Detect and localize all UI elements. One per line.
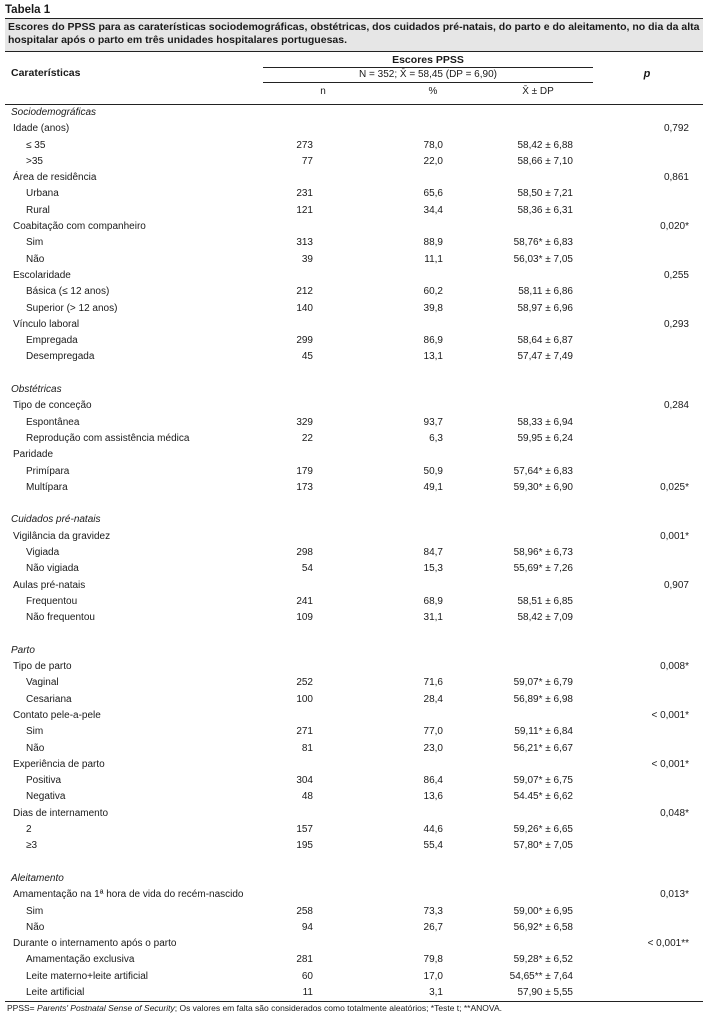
- table-row: [5, 969, 703, 985]
- variable-row: [5, 170, 703, 186]
- section-title: Sociodemográficas: [11, 107, 97, 118]
- footnote-abbr-full: Parents' Postnatal Sense of Security: [37, 1003, 175, 1014]
- table-row: [5, 692, 703, 708]
- percent-cell: 15,3: [423, 563, 443, 575]
- p-value: 0,284: [663, 400, 689, 412]
- count-cell: 121: [296, 204, 313, 216]
- table-container: [5, 0, 703, 1014]
- p-value: < 0,001**: [647, 938, 689, 950]
- variable-row: [5, 317, 703, 333]
- category-label: Rural: [26, 204, 50, 216]
- variable-name: Escolaridade: [13, 269, 71, 281]
- category-label: ≤ 35: [26, 139, 46, 151]
- percent-cell: 88,9: [423, 237, 443, 249]
- category-label: Cesariana: [26, 693, 72, 705]
- variable-row: [5, 447, 703, 463]
- header-sample-summary: N = 352; X̄ = 58,45 (DP = 6,90): [359, 69, 497, 80]
- percent-cell: 68,9: [423, 595, 443, 607]
- section-row: [5, 512, 703, 528]
- count-cell: 281: [296, 954, 313, 966]
- category-label: Básica (≤ 12 anos): [26, 286, 110, 298]
- variable-name: Aulas pré-natais: [13, 579, 86, 591]
- count-cell: 271: [296, 726, 313, 738]
- header-divider: [263, 67, 593, 68]
- count-cell: 329: [296, 416, 313, 428]
- category-label: Não vigiada: [26, 563, 79, 575]
- table-row: [5, 952, 703, 968]
- header-n: n: [320, 86, 326, 97]
- table-row: [5, 724, 703, 740]
- percent-cell: 86,9: [423, 335, 443, 347]
- header-divider: [263, 82, 593, 83]
- section-row: [5, 105, 703, 121]
- mean-sd-cell: 59,07* ± 6,79: [513, 677, 573, 689]
- count-cell: 94: [301, 921, 313, 933]
- count-cell: 298: [296, 547, 313, 559]
- percent-cell: 17,0: [423, 970, 443, 982]
- count-cell: 157: [296, 824, 313, 836]
- p-value: 0,907: [663, 579, 689, 591]
- variable-name: Experiência de parto: [13, 758, 105, 770]
- count-cell: 299: [296, 335, 313, 347]
- section-spacer: [5, 366, 703, 382]
- category-label: 2: [26, 824, 32, 836]
- mean-sd-cell: 59,95 ± 6,24: [517, 432, 573, 444]
- mean-sd-cell: 58,33 ± 6,94: [517, 416, 573, 428]
- p-value: < 0,001*: [651, 709, 689, 721]
- category-label: Não: [26, 742, 45, 754]
- mean-sd-cell: 58,51 ± 6,85: [517, 595, 573, 607]
- variable-row: [5, 578, 703, 594]
- table-row: [5, 464, 703, 480]
- section-row: [5, 643, 703, 659]
- percent-cell: 31,1: [423, 612, 443, 624]
- mean-sd-cell: 59,00* ± 6,95: [513, 905, 573, 917]
- count-cell: 212: [296, 286, 313, 298]
- category-label: Reprodução com assistência médica: [26, 432, 190, 444]
- category-label: >35: [26, 155, 43, 167]
- category-label: Sim: [26, 237, 44, 249]
- count-cell: 60: [301, 970, 313, 982]
- table-label: Tabela 1: [5, 0, 703, 19]
- count-cell: 45: [301, 351, 313, 363]
- percent-cell: 60,2: [423, 286, 443, 298]
- category-label: Urbana: [26, 188, 59, 200]
- p-value: 0,013*: [660, 889, 689, 901]
- p-value: 0,792: [663, 123, 689, 135]
- table-row: [5, 920, 703, 936]
- percent-cell: 55,4: [423, 840, 443, 852]
- header-mean-sd: X̄ ± DP: [522, 86, 554, 97]
- count-cell: 173: [296, 481, 313, 493]
- table-row: [5, 431, 703, 447]
- percent-cell: 6,3: [429, 432, 443, 444]
- mean-sd-cell: 58,96* ± 6,73: [513, 547, 573, 559]
- section-title: Cuidados pré-natais: [11, 514, 101, 526]
- mean-sd-cell: 58,66 ± 7,10: [517, 155, 573, 167]
- mean-sd-cell: 59,28* ± 6,52: [513, 954, 573, 966]
- percent-cell: 44,6: [423, 824, 443, 836]
- count-cell: 77: [301, 155, 313, 167]
- category-label: Desempregada: [26, 351, 95, 363]
- variable-row: [5, 806, 703, 822]
- percent-cell: 28,4: [423, 693, 443, 705]
- table-row: [5, 985, 703, 1001]
- table-header: [5, 52, 703, 105]
- variable-name: Tipo de conceção: [13, 400, 92, 412]
- count-cell: 313: [296, 237, 313, 249]
- header-characteristics: Caraterísticas: [11, 67, 81, 79]
- percent-cell: 13,6: [423, 791, 443, 803]
- category-label: Não: [26, 253, 45, 265]
- count-cell: 304: [296, 775, 313, 787]
- percent-cell: 65,6: [423, 188, 443, 200]
- mean-sd-cell: 58,42 ± 6,88: [517, 139, 573, 151]
- mean-sd-cell: 54.45* ± 6,62: [513, 791, 573, 803]
- category-label: Amamentação exclusiva: [26, 954, 135, 966]
- variable-name: Coabitação com companheiro: [13, 221, 146, 233]
- variable-row: [5, 219, 703, 235]
- mean-sd-cell: 57,64* ± 6,83: [513, 465, 573, 477]
- table-row: [5, 480, 703, 496]
- table-row: [5, 741, 703, 757]
- percent-cell: 3,1: [429, 987, 443, 999]
- variable-row: [5, 708, 703, 724]
- category-label: Vaginal: [26, 677, 59, 689]
- section-title: Parto: [11, 644, 35, 656]
- table-row: [5, 349, 703, 365]
- category-label: Sim: [26, 726, 44, 738]
- variable-row: [5, 268, 703, 284]
- mean-sd-cell: 56,92* ± 6,58: [513, 921, 573, 933]
- percent-cell: 26,7: [423, 921, 443, 933]
- count-cell: 252: [296, 677, 313, 689]
- table-row: [5, 594, 703, 610]
- category-label: Multípara: [26, 481, 68, 493]
- count-cell: 273: [296, 139, 313, 151]
- mean-sd-cell: 58,36 ± 6,31: [517, 204, 573, 216]
- category-label: Frequentou: [26, 595, 78, 607]
- count-cell: 22: [301, 432, 313, 444]
- mean-sd-cell: 58,64 ± 6,87: [517, 335, 573, 347]
- percent-cell: 93,7: [423, 416, 443, 428]
- category-label: Leite artificial: [26, 987, 85, 999]
- caption-line-1: Escores do PPSS para as caraterísticas sociodemográficas, obstétricas, dos cuidados pré-natais, do parto e do aleitamento, no dia da alta: [8, 21, 700, 33]
- section-title: Obstétricas: [11, 384, 62, 396]
- footnote-abbr: PPSS=: [7, 1003, 35, 1014]
- header-ppss-scores: Escores PPSS: [392, 54, 464, 66]
- variable-name: Área de residência: [13, 172, 97, 184]
- table-row: [5, 301, 703, 317]
- p-value: 0,861: [663, 172, 689, 184]
- percent-cell: 86,4: [423, 775, 443, 787]
- percent-cell: 73,3: [423, 905, 443, 917]
- caption-line-2: hospitalar após o parto em três unidades hospitalares portuguesas.: [8, 34, 347, 46]
- percent-cell: 50,9: [423, 465, 443, 477]
- table-row: [5, 333, 703, 349]
- percent-cell: 13,1: [423, 351, 443, 363]
- table-row: [5, 138, 703, 154]
- p-value: < 0,001*: [651, 758, 689, 770]
- mean-sd-cell: 57,80* ± 7,05: [513, 840, 573, 852]
- section-row: [5, 871, 703, 887]
- mean-sd-cell: 59,07* ± 6,75: [513, 775, 573, 787]
- percent-cell: 39,8: [423, 302, 443, 314]
- percent-cell: 71,6: [423, 677, 443, 689]
- category-label: ≥3: [26, 840, 38, 852]
- mean-sd-cell: 58,11 ± 6,86: [518, 286, 573, 298]
- mean-sd-cell: 58,42 ± 7,09: [517, 612, 573, 624]
- count-cell: 241: [296, 595, 313, 607]
- category-label: Primípara: [26, 465, 70, 477]
- mean-sd-cell: 59,11* ± 6,84: [514, 726, 573, 738]
- category-label: Superior (> 12 anos): [26, 302, 118, 314]
- percent-cell: 49,1: [423, 481, 443, 493]
- table-row: [5, 904, 703, 920]
- variable-row: [5, 659, 703, 675]
- mean-sd-cell: 55,69* ± 7,26: [513, 563, 573, 575]
- p-value: 0,048*: [660, 807, 689, 819]
- variable-name: Vigilância da gravidez: [13, 530, 111, 542]
- percent-cell: 23,0: [423, 742, 443, 754]
- count-cell: 54: [301, 563, 313, 575]
- table-row: [5, 154, 703, 170]
- mean-sd-cell: 59,30* ± 6,90: [513, 481, 573, 493]
- percent-cell: 77,0: [423, 726, 443, 738]
- p-value: 0,255: [663, 269, 689, 281]
- table-row: [5, 186, 703, 202]
- category-label: Não: [26, 921, 45, 933]
- category-label: Leite materno+leite artificial: [26, 970, 149, 982]
- table-caption: [5, 19, 703, 52]
- variable-name: Amamentação na 1ª hora de vida do recém-nascido: [13, 889, 244, 901]
- category-label: Positiva: [26, 775, 62, 787]
- section-spacer: [5, 627, 703, 643]
- p-value: 0,293: [663, 318, 689, 330]
- table-row: [5, 838, 703, 854]
- variable-name: Contato pele-a-pele: [13, 709, 101, 721]
- mean-sd-cell: 57,90 ± 5,55: [517, 987, 573, 999]
- percent-cell: 34,4: [423, 204, 443, 216]
- variable-row: [5, 936, 703, 952]
- mean-sd-cell: 58,50 ± 7,21: [517, 188, 573, 200]
- variable-name: Paridade: [13, 449, 54, 461]
- section-spacer: [5, 496, 703, 512]
- percent-cell: 84,7: [423, 547, 443, 559]
- variable-name: Idade (anos): [13, 123, 70, 135]
- mean-sd-cell: 56,21* ± 6,67: [513, 742, 573, 754]
- section-spacer: [5, 855, 703, 871]
- percent-cell: 11,1: [424, 253, 443, 265]
- section-title: Aleitamento: [11, 872, 64, 884]
- count-cell: 195: [296, 840, 313, 852]
- mean-sd-cell: 58,76* ± 6,83: [513, 237, 573, 249]
- table-footnote: [5, 1002, 703, 1014]
- count-cell: 179: [296, 465, 313, 477]
- mean-sd-cell: 59,26* ± 6,65: [513, 824, 573, 836]
- table-row: [5, 203, 703, 219]
- variable-row: [5, 529, 703, 545]
- count-cell: 140: [296, 302, 313, 314]
- mean-sd-cell: 58,97 ± 6,96: [517, 302, 573, 314]
- mean-sd-cell: 56,03* ± 7,05: [513, 253, 573, 265]
- p-value: 0,025*: [660, 481, 689, 493]
- variable-row: [5, 757, 703, 773]
- mean-sd-cell: 54,65** ± 7,64: [509, 970, 573, 982]
- variable-row: [5, 887, 703, 903]
- variable-row: [5, 398, 703, 414]
- table-row: [5, 252, 703, 268]
- category-label: Não frequentou: [26, 612, 95, 624]
- footnote-rest: ; Os valores em falta são considerados como totalmente aleatórios; *Teste t; **ANOVA.: [174, 1003, 502, 1014]
- table-row: [5, 610, 703, 626]
- mean-sd-cell: 57,47 ± 7,49: [517, 351, 573, 363]
- variable-name: Dias de internamento: [13, 807, 109, 819]
- variable-row: [5, 121, 703, 137]
- percent-cell: 79,8: [423, 954, 443, 966]
- count-cell: 109: [296, 612, 313, 624]
- header-percent: %: [428, 86, 438, 97]
- table-row: [5, 822, 703, 838]
- count-cell: 231: [296, 188, 313, 200]
- table-body: [5, 105, 703, 1001]
- percent-cell: 22,0: [423, 155, 443, 167]
- section-row: [5, 382, 703, 398]
- header-p-value: p: [643, 68, 651, 80]
- count-cell: 11: [302, 987, 313, 999]
- table-row: [5, 545, 703, 561]
- table-row: [5, 284, 703, 300]
- p-value: 0,008*: [660, 661, 689, 673]
- table-row: [5, 773, 703, 789]
- count-cell: 100: [296, 693, 313, 705]
- count-cell: 258: [296, 905, 313, 917]
- table-row: [5, 415, 703, 431]
- table-row: [5, 235, 703, 251]
- category-label: Empregada: [26, 335, 78, 347]
- table-row: [5, 561, 703, 577]
- category-label: Vigiada: [26, 547, 60, 559]
- variable-name: Tipo de parto: [13, 661, 72, 673]
- count-cell: 39: [301, 253, 313, 265]
- percent-cell: 78,0: [423, 139, 443, 151]
- category-label: Sim: [26, 905, 44, 917]
- mean-sd-cell: 56,89* ± 6,98: [513, 693, 573, 705]
- variable-name: Vínculo laboral: [13, 318, 80, 330]
- p-value: 0,001*: [660, 530, 689, 542]
- table-row: [5, 789, 703, 805]
- count-cell: 81: [301, 742, 313, 754]
- category-label: Espontânea: [26, 416, 80, 428]
- variable-name: Durante o internamento após o parto: [13, 938, 177, 950]
- count-cell: 48: [301, 791, 313, 803]
- table-row: [5, 675, 703, 691]
- p-value: 0,020*: [660, 221, 689, 233]
- category-label: Negativa: [26, 791, 66, 803]
